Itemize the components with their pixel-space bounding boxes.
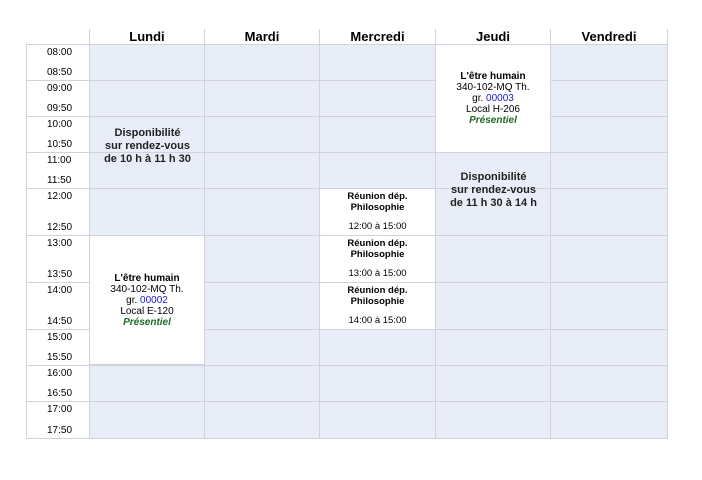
event-line: sur rendez-vous [451,183,536,196]
course-code: 340-102-MQ Th. [110,283,184,295]
time-end: 17:50 [47,425,73,436]
group-number: 00002 [140,294,168,306]
schedule-cell[interactable] [320,45,436,81]
schedule-cell[interactable] [205,366,320,402]
event-mercredi-reunion-1[interactable] [320,189,436,236]
schedule-cell[interactable] [551,236,668,283]
event-line: de 11 h 30 à 14 h [450,196,537,209]
course-mode: Présentiel [469,115,517,126]
time-end: 09:50 [47,103,73,114]
schedule-cell[interactable] [320,117,436,153]
course-local: Local E-120 [120,305,174,317]
event-line: Disponibilité [460,170,527,183]
schedule-cell[interactable] [551,117,668,153]
day-header-mardi: Mardi [205,29,320,45]
schedule-cell[interactable] [205,283,320,330]
event-line: de 10 h à 11 h 30 [104,152,191,165]
reunion-dept: Philosophie [350,249,405,260]
event-line: sur rendez-vous [105,139,190,152]
event-lundi-cours[interactable] [90,236,205,365]
time-slot [26,236,90,283]
schedule-cell[interactable] [320,366,436,402]
group-prefix: gr. [472,93,487,104]
time-end: 13:50 [47,269,73,280]
time-start: 09:00 [47,83,73,94]
time-end: 11:50 [47,175,72,186]
time-slot [26,330,90,366]
schedule-cell[interactable] [436,366,551,402]
time-slot [26,189,90,236]
reunion-title: Réunion dép. [347,285,408,296]
time-start: 15:00 [47,332,73,343]
schedule-cell[interactable] [436,236,551,283]
day-header-jeudi: Jeudi [436,29,551,45]
time-slot [26,117,90,153]
time-slot [26,402,90,439]
reunion-dept: Philosophie [350,202,405,213]
schedule-cell[interactable] [436,283,551,330]
time-start: 14:00 [47,285,73,296]
schedule-cell[interactable] [205,81,320,117]
time-start: 08:00 [47,47,73,58]
schedule-cell[interactable] [551,189,668,236]
schedule-cell[interactable] [90,402,205,439]
schedule-cell[interactable] [551,330,668,366]
schedule-cell[interactable] [320,330,436,366]
schedule-cell[interactable] [551,45,668,81]
time-slot [26,366,90,402]
time-start: 16:00 [47,368,73,379]
course-title: L'être humain [460,71,526,82]
schedule-cell[interactable] [551,81,668,117]
day-header-mercredi: Mercredi [320,29,436,45]
reunion-time: 14:00 à 15:00 [348,315,407,326]
schedule-cell[interactable] [320,153,436,189]
group-number: 00003 [486,93,514,104]
course-code: 340-102-MQ Th. [456,82,530,93]
schedule-cell[interactable] [436,402,551,439]
day-header-vendredi: Vendredi [551,29,668,45]
reunion-title: Réunion dép. [347,191,408,202]
time-start: 12:00 [47,191,73,202]
time-end: 10:50 [47,139,73,150]
time-end: 14:50 [47,316,73,327]
course-title: L'être humain [114,272,180,284]
reunion-title: Réunion dép. [347,238,408,249]
day-header-lundi: Lundi [90,29,205,45]
time-start: 17:00 [47,404,73,415]
weekly-schedule [26,29,668,439]
time-end: 08:50 [47,67,73,78]
schedule-cell[interactable] [320,402,436,439]
time-start: 13:00 [47,238,73,249]
time-slot [26,45,90,81]
time-end: 15:50 [47,352,73,363]
schedule-cell[interactable] [205,189,320,236]
schedule-cell[interactable] [551,402,668,439]
header-corner [26,29,90,45]
schedule-cell[interactable] [551,366,668,402]
schedule-cell[interactable] [205,153,320,189]
schedule-cell[interactable] [205,45,320,81]
time-slot [26,153,90,189]
schedule-cell[interactable] [90,366,205,402]
schedule-cell[interactable] [205,402,320,439]
schedule-cell[interactable] [551,283,668,330]
course-group [126,295,168,306]
event-mercredi-reunion-3[interactable] [320,283,436,330]
course-local: Local H-206 [466,104,520,115]
time-end: 16:50 [47,388,73,399]
time-slot [26,283,90,330]
reunion-time: 13:00 à 15:00 [348,268,407,279]
event-lundi-disponibilite[interactable] [90,119,205,173]
time-slot [26,81,90,117]
event-mercredi-reunion-2[interactable] [320,236,436,283]
course-mode: Présentiel [123,316,171,328]
schedule-cell[interactable] [205,330,320,366]
time-start: 10:00 [47,119,73,130]
schedule-cell[interactable] [551,153,668,189]
schedule-cell[interactable] [90,189,205,236]
course-group [472,93,514,104]
schedule-cell[interactable] [205,117,320,153]
time-end: 12:50 [47,222,73,233]
schedule-cell[interactable] [90,45,205,81]
reunion-dept: Philosophie [350,296,405,307]
schedule-cell[interactable] [205,236,320,283]
schedule-cell[interactable] [320,81,436,117]
group-prefix: gr. [126,294,141,306]
time-start: 11:00 [47,155,72,166]
event-line: Disponibilité [114,126,181,139]
event-jeudi-disponibilite[interactable] [436,167,551,213]
schedule-cell[interactable] [90,81,205,117]
schedule-cell[interactable] [436,330,551,366]
event-jeudi-cours[interactable] [436,45,551,153]
reunion-time: 12:00 à 15:00 [348,221,407,232]
